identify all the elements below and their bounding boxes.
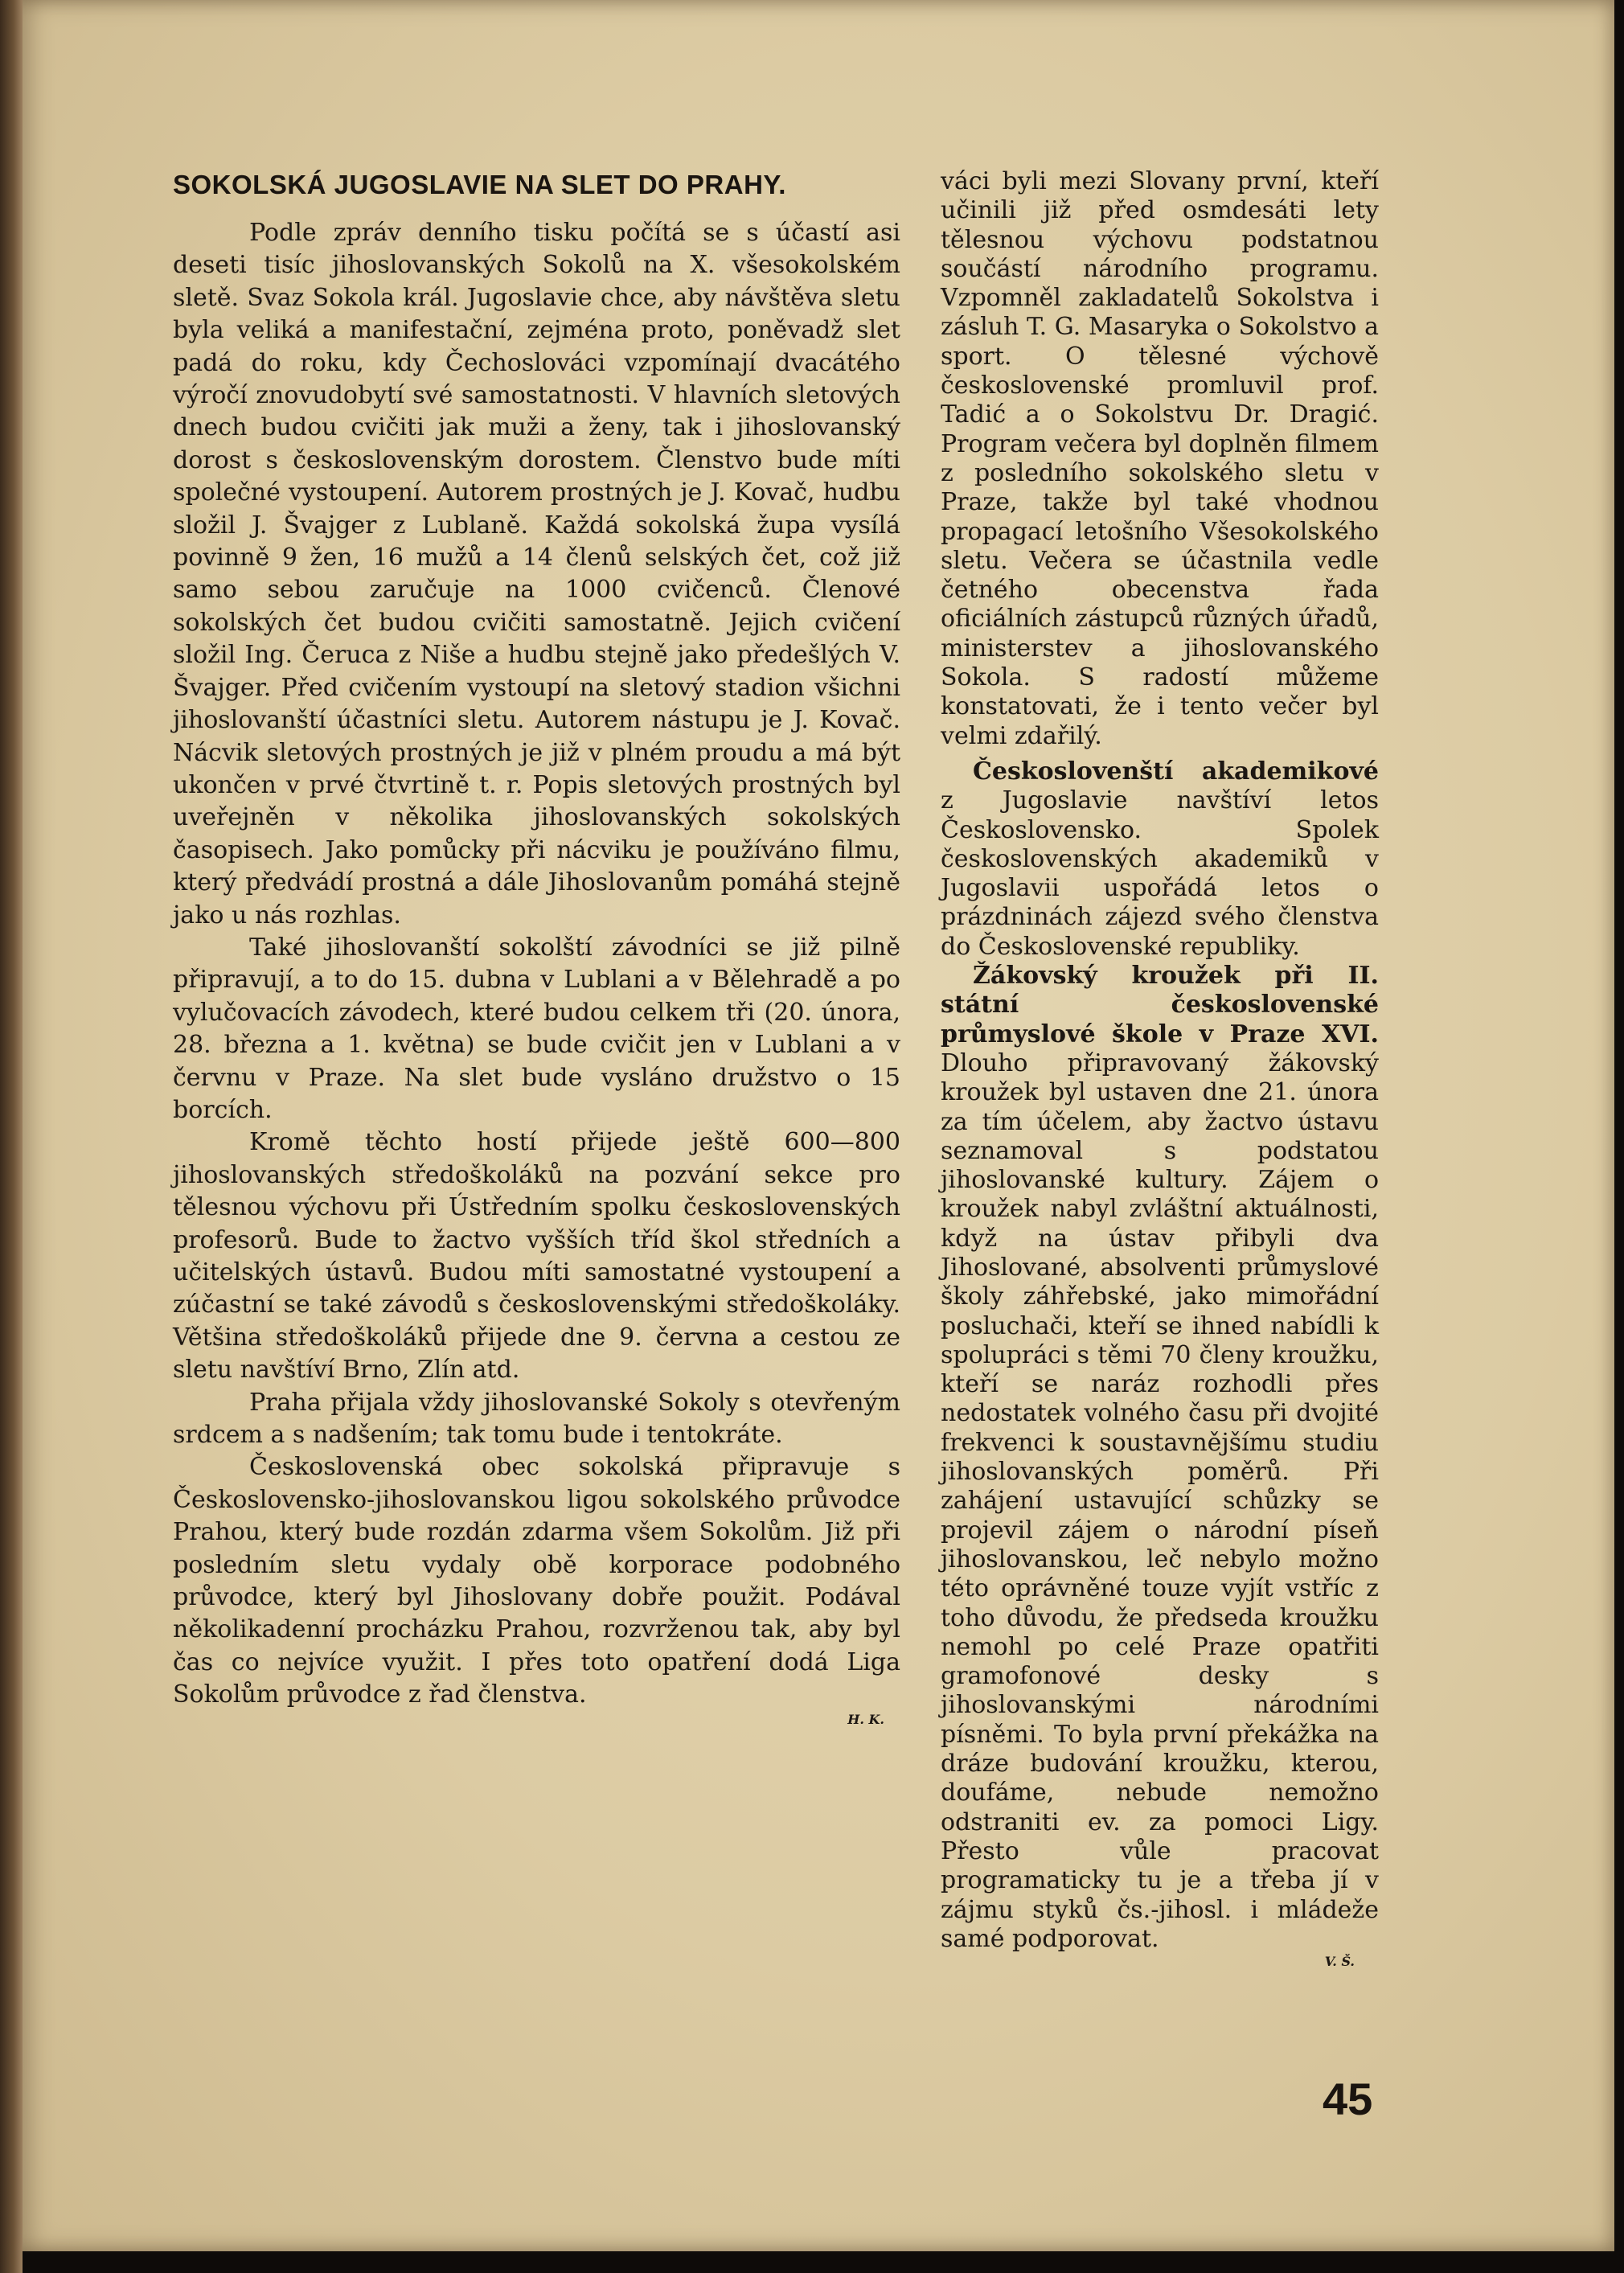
paragraph-5-wrap [173,1451,900,1726]
paragraph-1: Podle zpráv denního tisku počítá se s účastí asi deseti tisíc jihoslovanských Sokolů na X. všesokolském sletě. Svaz Sokola král. Jugoslavie chce, aby návštěva sletu byla veliká a manifestační, zejména proto, poněvadž slet padá do roku, kdy Čechoslováci vzpomínají dvacátého výročí znovudobytí své samostatnosti. V hlavních sletových dnech budou cvičiti jak muži a ženy, tak i jihoslovanský dorost s československým dorostem. Členstvo bude míti společné vystoupení. Autorem prostných je J. Kovač, hudbu složil J. Švajger z Lublaně. Každá sokolská župa vysílá povinně 9 žen, 16 mužů a 14 členů selských čet, což již samo sebou zaručuje na 1000 cvičenců. Členové sokolských čet budou cvičiti samostatně. Jejich cvičení složil Ing. Čeruca z Niše a hudbu stejně jako předešlých V. Švajger. Před cvičením vystoupí na sletový stadion všichni jihoslovanští účastníci sletu. Autorem nástupu je J. Kovač. Nácvik sletových prostných je již v plném proudu a má být ukončen v prvé čtvrtině t. r. Popis sletových prostných byl uveřejněn v několika jihoslovanských sokolských časopisech. Jako pomůcky při nácviku je používáno filmu, který předvádí prostná a dále Jihoslovanům pomáhá stejně jako u nás rozhlas. [173,219,900,929]
book-binding [0,0,23,2273]
paragraph-5: Československá obec sokolská připravuje s Československo-jihoslovanskou ligou sokolského průvodce Prahou, který bude rozdán zdarma všem Sokolům. Již při posledním sletu vydaly obě korporace podobného průvodce, který byl Jihoslovany dobře použit. Podával několikadenní procházku Prahou, rozvrženou tak, aby byl čas co nejvíce využit. I přes toto opatření dodá Liga Sokolům průvodce z řad členstva. [173,1453,900,1709]
akademikove-lead: Českoslovenští akademikové [973,757,1379,786]
right-author-signature: V. Š. [1324,1954,1355,1970]
right-paragraph-1: váci byli mezi Slovany první, kteří učinili již před osmdesáti lety tělesnou výchovu podstatnou součástí národního programu. Vzpomněl zakladatelů Sokolstva i zásluh T. G. Masaryka o Sokolstvo a sport. O tělesné výchově československé promluvil prof. Tadić a o Sokolstvu Dr. Dragić. Program večera byl doplněn filmem z posledního sokolského sletu v Praze, takže byl také vhodnou propagací letošního Všesokolského sletu. Večera se účastnila vedle četného obecenstva řada oficiálních zástupců různých úřadů, ministerstev a jihoslovanského Sokola. S radostí můžeme konstatovati, že i tento večer byl velmi zdařilý. [941,167,1379,750]
left-column [173,167,900,1727]
krouzek-text: Dlouho připravovaný žákovský kroužek byl ustaven dne 21. února za tím účelem, aby žactvo ústavu seznamoval s podstatou jihoslovanské kultury. Zájem o kroužek nabyl zvláštní aktuálnosti, když na ústav přibyli dva Jihoslované, absolventi průmyslové školy záhřebské, jako mimořádní posluchači, kteří se ihned nabídli k spolupráci s těmi 70 členy kroužku, kteří se naráz rozhodli přes nedostatek volného času při dvojité frekvenci k soustavnějšímu studiu jihoslovanských poměrů. Při zahájení ustavující schůzky se projevil zájem o národní píseň jihoslovanskou, leč nebylo možno této oprávněné touze vyjít vstříc z toho důvodu, že předseda kroužku nemohl po celé Praze opatřiti gramofonové desky s jihoslovanskými národními písněmi. To byla první překážka na dráze budování kroužku, kterou, doufáme, nebude nemožno odstraniti ev. za pomoci Ligy. Přesto vůle pracovat programaticky tu je a třeba jí v zájmu styků čs.-jihosl. i mládeže samé podporovat. [941,1048,1379,1953]
author-signature: H. K. [847,1711,884,1727]
akademikove-text: z Jugoslavie navštíví letos Československo. Spolek československých akademiků v Jugoslavii uspořádá letos o prázdninách zájezd svého členstva do Československé republiky. [941,786,1379,961]
right-column [941,167,1379,1969]
page-number: 45 [1323,2074,1373,2124]
paragraph-2: Také jihoslovanští sokolští závodníci se již pilně připravují, a to do 15. dubna v Lublani a v Bělehradě a po vylučovacích závodech, které budou celkem tři (20. února, 28. března a 1. května) se bude cvičit jen v Lublani a v červnu v Praze. Na slet bude vysláno družstvo o 15 borcích. [173,933,900,1124]
right-paragraph-2 [941,757,1379,962]
paragraph-3: Kromě těchto hostí přijede ještě 600—800 jihoslovanských středoškoláků na pozvání sekce pro tělesnou výchovu při Ústředním spolku československých profesorů. Bude to žactvo vyšších tříd škol středních a učitelských ústavů. Budou míti samostatné vystoupení a zúčastní se také závodů s československými středoškoláky. Většina středoškoláků přijede dne 9. června a cestou ze sletu navštíví Brno, Zlín atd. [173,1128,900,1385]
paragraph-4: Praha přijala vždy jihoslovanské Sokoly s otevřeným srdcem a s nadšením; tak tomu bude i tentokráte. [173,1388,900,1450]
right-paragraph-3-wrap [941,962,1379,1969]
right-paragraph-3 [941,962,1379,1954]
article-headline: SOKOLSKÁ JUGOSLAVIE NA SLET DO PRAHY. [173,170,786,199]
krouzek-lead: Žákovský kroužek při II. státní československé průmyslové škole v Praze XVI. [941,962,1379,1048]
